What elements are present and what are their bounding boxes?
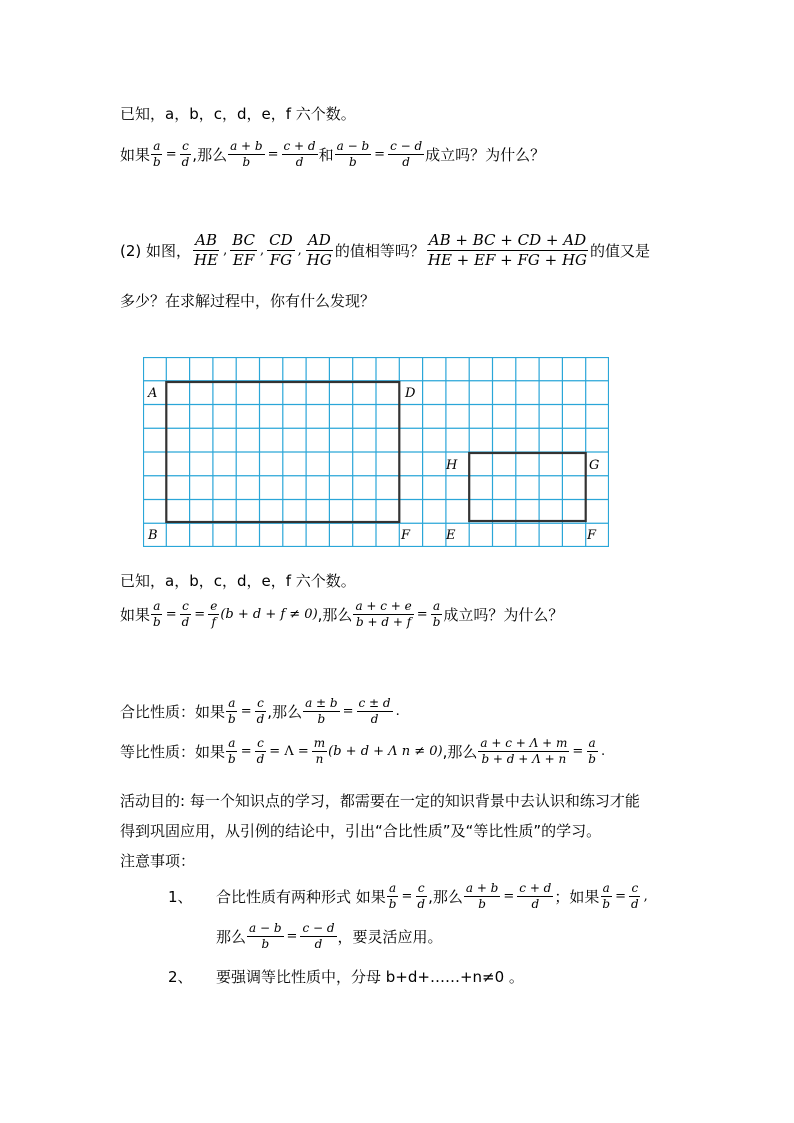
fraction: $\frac{a}{b}$: [602, 881, 611, 911]
label-E: E: [446, 528, 456, 543]
property-addition: 合比性质：如果 $\frac{a}{b}$ = $\frac{c}{d}$ ,那么 $\frac{a \pm b}{b}$ = $\frac{c \pm d}{d}$ .: [120, 696, 400, 726]
fraction: $\frac{a}{b}$: [228, 696, 236, 726]
fraction: $\frac{a}{b}$: [432, 599, 441, 629]
fraction: $\frac{c + d}{d}$: [283, 139, 316, 169]
fraction: $\frac{a}{b}$: [388, 881, 397, 911]
fraction: $\frac{a \pm b}{b}$: [305, 696, 338, 726]
label-B: B: [148, 528, 158, 543]
fraction: $\frac{a}{b}$: [228, 736, 236, 766]
fraction: $\frac{m}{n}$: [313, 736, 326, 766]
fraction: $\frac{a + b}{b}$: [465, 881, 499, 911]
fraction: $\frac{a}{b}$: [153, 599, 161, 629]
fraction: $\frac{a - b}{b}$: [336, 139, 370, 169]
fraction: $\frac{CD}{FG}$: [269, 231, 293, 269]
label-F-2: F: [587, 528, 597, 543]
question-2: (2) 如图， $\frac{AB}{HE}$ , $\frac{BC}{EF}$ , $\frac{CD}{FG}$ , $\frac{AD}{HG}$ 的值相等吗？ $\frac{AB + BC + CD + AD}{HE + EF + FG + HG}$ 的值又是: [120, 231, 651, 269]
activity-purpose-line-2: 得到巩固应用，从引例的结论中，引出“合比性质”及“等比性质”的学习。: [120, 822, 602, 840]
label-G: G: [589, 458, 600, 473]
fraction: $\frac{c + d}{d}$: [519, 881, 552, 911]
fraction: $\frac{a + b}{b}$: [230, 139, 263, 169]
given-six-numbers-1: 已知，a，b，c，d，e，f 六个数。: [120, 105, 356, 123]
fraction: $\frac{a}{b}$: [153, 139, 161, 169]
fraction: $\frac{AD}{HG}$: [306, 231, 332, 269]
question-1: 如果 $\frac{a}{b}$ = $\frac{c}{d}$ ,那么 $\frac{a + b}{b}$ = $\frac{c + d}{d}$ 和 $\frac{a - b}{b}$ = $\frac{c - d}{d}$ 成立吗？为什么？: [120, 139, 546, 169]
fraction: $\frac{e}{f}$: [210, 599, 218, 629]
fraction: $\frac{c}{d}$: [417, 881, 426, 911]
fraction: $\frac{c}{d}$: [256, 736, 265, 766]
label-A: A: [148, 386, 158, 401]
label-D: D: [405, 386, 416, 401]
note-1: 1、 合比性质有两种形式 如果 $\frac{a}{b}$ = $\frac{c}{d}$ ,那么 $\frac{a + b}{b}$ = $\frac{c + d}{d}$ ；如果 $\frac{a}{b}$ = $\frac{c}{d}$ ,: [168, 881, 648, 911]
fraction: $\frac{a - b}{b}$: [249, 921, 282, 951]
notes-title: 注意事项：: [120, 852, 196, 870]
question-3: 如果 $\frac{a}{b}$ = $\frac{c}{d}$ = $\frac{e}{f}$ (b + d + f ≠ 0) ,那么 $\frac{a + c + e}{b + d + f}$ = $\frac{a}{b}$ 成立吗？为什么？: [120, 599, 564, 629]
question-2-line-2: 多少？在求解过程中，你有什么发现？: [120, 292, 376, 310]
fraction: $\frac{a + c + e}{b + d + f}$: [355, 599, 412, 629]
fraction: $\frac{AB}{HE}$: [194, 231, 219, 269]
fraction: $\frac{c - d}{d}$: [390, 139, 423, 169]
fraction: $\frac{c \pm d}{d}$: [358, 696, 391, 726]
property-equal-ratio: 等比性质：如果 $\frac{a}{b}$ = $\frac{c}{d}$ = Λ = $\frac{m}{n}$ (b + d + Λ n ≠ 0) ,那么 $\frac{a + c + \Lambda + m}{b + d + \Lambda + n}$ = $\frac{a}{b}$ .: [120, 736, 606, 766]
fraction: $\frac{c}{d}$: [630, 881, 639, 911]
given-six-numbers-2: 已知，a，b，c，d，e，f 六个数。: [120, 572, 356, 590]
note-1-line-2: 那么 $\frac{a - b}{b}$ = $\frac{c - d}{d}$ ，要灵活应用。: [216, 921, 443, 951]
fraction: $\frac{c - d}{d}$: [302, 921, 335, 951]
note-2: 2、 要强调等比性质中，分母 b+d+……+n≠0 。: [168, 968, 524, 986]
fraction: $\frac{BC}{EF}$: [232, 231, 255, 269]
fraction: $\frac{AB + BC + CD + AD}{HE + EF + FG + HG}$: [427, 231, 588, 269]
grid-figure-svg: [143, 357, 609, 547]
fraction: $\frac{c}{d}$: [256, 696, 265, 726]
fraction: $\frac{a}{b}$: [588, 736, 596, 766]
activity-purpose-line-1: 活动目的: 每一个知识点的学习，都需要在一定的知识背景中去认识和练习才能: [120, 792, 640, 810]
label-F: F: [401, 528, 411, 543]
fraction: $\frac{a + c + \Lambda + m}{b + d + \Lambda + n}$: [480, 736, 568, 766]
fraction: $\frac{c}{d}$: [181, 139, 190, 169]
fraction: $\frac{c}{d}$: [181, 599, 190, 629]
rectangle-hefg: [469, 453, 586, 521]
grid-figure: [143, 357, 609, 547]
label-H: H: [446, 458, 458, 473]
